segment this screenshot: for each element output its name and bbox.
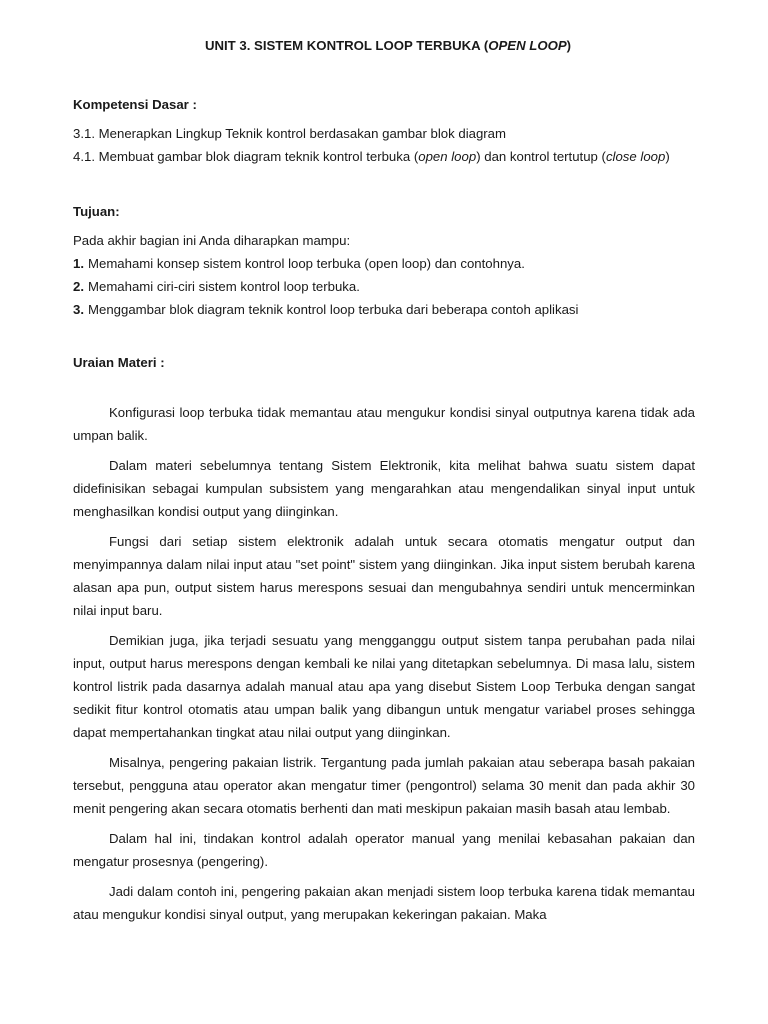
body-paragraph: Dalam materi sebelumnya tentang Sistem Elektronik, kita melihat bahwa suatu sistem dapat didefinisikan sebagai kumpulan subsistem yang mengarahkan atau mengendalikan sinyal input untuk menghasilkan kondisi output yang diinginkan.: [73, 458, 695, 519]
tujuan-heading: Tujuan:: [73, 204, 120, 219]
tujuan-item: [73, 298, 695, 321]
tujuan-item-text: Menggambar blok diagram teknik kontrol loop terbuka dari beberapa contoh aplikasi: [88, 302, 579, 317]
title-prefix: UNIT 3. SISTEM KONTROL LOOP TERBUKA (: [204, 38, 489, 53]
tujuan-item-text: Memahami konsep sistem kontrol loop terbuka (open loop) dan contohnya.: [88, 256, 525, 271]
kompetensi-item: 3.1. Menerapkan Lingkup Teknik kontrol berdasakan gambar blok diagram: [73, 126, 507, 141]
body-paragraph: Misalnya, pengering pakaian listrik. Tergantung pada jumlah pakaian atau seberapa basah pakaian tersebut, pengguna atau operator akan mengatur timer (pengontrol) selama 30 menit dan pada akhir 30 menit pengering akan secara otomatis berhenti dan mati meskipun pakaian masih basah atau lembab.: [73, 755, 695, 816]
body-paragraph: Fungsi dari setiap sistem elektronik adalah untuk secara otomatis mengatur output dan menyimpannya dalam nilai input atau "set point" sistem yang diinginkan. Jika input sistem berubah karena alasan apa pun, output sistem harus merespons sesuai dan mengubahnya sendiri untuk mencerminkan nilai input baru.: [73, 534, 695, 618]
title-italic: OPEN LOOP: [488, 38, 567, 53]
tujuan-item-number: 1.: [73, 256, 84, 271]
body-paragraph: Demikian juga, jika terjadi sesuatu yang mengganggu output sistem tanpa perubahan pada nilai input, output harus merespons dengan kembali ke nilai yang ditetapkan sebelumnya. Di masa lalu, sistem kontrol listrik pada dasarnya adalah manual atau apa yang disebut Sistem Loop Terbuka dengan sangat sedikit fitur kontrol otomatis atau umpan balik yang dibangun untuk mengatur variabel proses sehingga dapat mempertahankan tingkat atau nilai output yang diinginkan.: [73, 633, 695, 740]
body-paragraph: Konfigurasi loop terbuka tidak memantau atau mengukur kondisi sinyal outputnya karena tidak ada umpan balik.: [73, 405, 695, 443]
kd-italic-a: open loop: [418, 149, 477, 164]
uraian-heading: Uraian Materi :: [73, 355, 165, 370]
body-paragraph: Jadi dalam contoh ini, pengering pakaian akan menjadi sistem loop terbuka karena tidak memantau atau mengukur kondisi sinyal output, yang merupakan kekeringan pakaian. Maka: [73, 884, 695, 922]
kd-italic-b: close loop: [605, 149, 666, 164]
tujuan-item: [73, 275, 695, 298]
tujuan-item: [73, 252, 695, 275]
kompetensi-item: [73, 145, 695, 168]
document-page: [73, 34, 695, 933]
kd-text-a: 4.1. Membuat gambar blok diagram teknik kontrol terbuka (: [73, 149, 419, 164]
body-paragraph: Dalam hal ini, tindakan kontrol adalah operator manual yang menilai kebasahan pakaian dan mengatur prosesnya (pengering).: [73, 831, 695, 869]
tujuan-item-number: 3.: [73, 302, 84, 317]
title-suffix: ): [566, 38, 572, 53]
tujuan-item-text: Memahami ciri-ciri sistem kontrol loop terbuka.: [88, 279, 360, 294]
tujuan-item-number: 2.: [73, 279, 84, 294]
tujuan-intro: Pada akhir bagian ini Anda diharapkan mampu:: [73, 233, 351, 248]
kd-text-c: ): [665, 149, 670, 164]
uraian-body: [73, 401, 695, 926]
document-title: [73, 34, 695, 57]
kompetensi-heading: Kompetensi Dasar :: [73, 97, 197, 112]
kd-text-b: ) dan kontrol tertutup (: [476, 149, 606, 164]
